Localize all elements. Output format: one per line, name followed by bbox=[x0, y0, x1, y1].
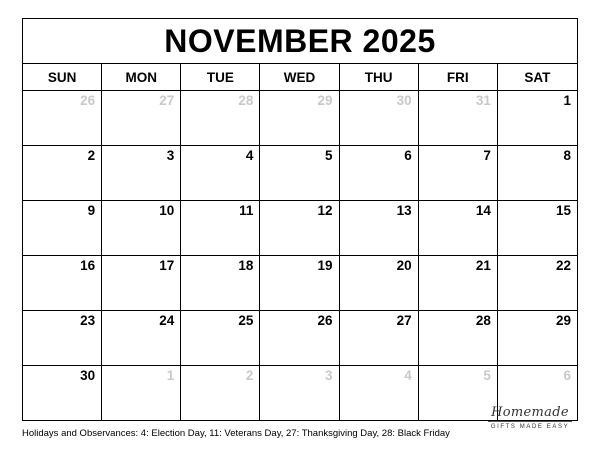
day-number: 1 bbox=[563, 93, 571, 108]
page-title: NOVEMBER 2025 bbox=[164, 23, 436, 59]
day-cell[interactable] bbox=[23, 146, 102, 200]
day-cell[interactable] bbox=[260, 91, 339, 145]
week-row bbox=[23, 256, 577, 311]
day-cell[interactable] bbox=[260, 366, 339, 420]
weekday-header-thu: THU bbox=[340, 64, 419, 90]
day-number: 27 bbox=[159, 93, 175, 108]
day-cell[interactable] bbox=[23, 311, 102, 365]
day-number: 17 bbox=[159, 258, 175, 273]
day-number: 11 bbox=[239, 203, 254, 218]
day-cell[interactable] bbox=[419, 256, 498, 310]
day-cell[interactable] bbox=[102, 91, 181, 145]
weekday-header-sat: SAT bbox=[524, 69, 551, 85]
day-number: 31 bbox=[475, 93, 491, 108]
day-number: 6 bbox=[404, 148, 412, 163]
day-number: 18 bbox=[238, 258, 254, 273]
day-number: 7 bbox=[483, 148, 491, 163]
day-number: 26 bbox=[317, 313, 333, 328]
day-cell[interactable] bbox=[340, 91, 419, 145]
day-number: 1 bbox=[166, 368, 175, 383]
day-number: 16 bbox=[80, 258, 96, 273]
day-cell[interactable] bbox=[340, 146, 419, 200]
day-cell[interactable] bbox=[260, 201, 339, 255]
day-cell[interactable] bbox=[181, 146, 260, 200]
logo-tagline: GIFTS MADE EASY bbox=[490, 424, 570, 430]
day-cell[interactable] bbox=[419, 91, 498, 145]
day-number: 28 bbox=[238, 93, 254, 108]
day-number: 14 bbox=[475, 203, 491, 218]
day-number: 27 bbox=[396, 313, 412, 328]
day-number: 28 bbox=[475, 313, 491, 328]
calendar-title-row bbox=[23, 19, 577, 64]
day-cell[interactable] bbox=[340, 311, 419, 365]
day-number: 5 bbox=[325, 148, 333, 163]
day-cell[interactable] bbox=[181, 256, 260, 310]
day-cell[interactable] bbox=[102, 366, 181, 420]
calendar-footer bbox=[22, 405, 578, 440]
day-number: 4 bbox=[404, 368, 412, 383]
day-cell[interactable] bbox=[181, 91, 260, 145]
day-cell[interactable] bbox=[498, 311, 577, 365]
day-cell[interactable] bbox=[498, 146, 577, 200]
day-cell[interactable] bbox=[102, 311, 181, 365]
logo-divider bbox=[488, 421, 572, 422]
day-number: 2 bbox=[245, 368, 254, 383]
day-cell[interactable] bbox=[419, 311, 498, 365]
logo-wordmark: Homemade bbox=[491, 405, 569, 420]
weekday-header-row bbox=[23, 64, 577, 91]
day-number: 6 bbox=[563, 368, 571, 383]
day-number: 10 bbox=[159, 203, 175, 218]
week-row bbox=[23, 201, 577, 256]
day-cell[interactable] bbox=[23, 366, 102, 420]
day-cell[interactable] bbox=[498, 201, 577, 255]
day-number: 8 bbox=[563, 148, 571, 163]
day-cell[interactable] bbox=[260, 146, 339, 200]
day-cell[interactable] bbox=[181, 366, 260, 420]
day-cell[interactable] bbox=[181, 201, 260, 255]
day-number: 3 bbox=[325, 368, 333, 383]
day-number: 29 bbox=[317, 93, 333, 108]
day-number: 13 bbox=[396, 203, 412, 218]
day-number: 20 bbox=[396, 258, 412, 273]
day-number: 30 bbox=[80, 368, 96, 383]
day-cell[interactable] bbox=[102, 256, 181, 310]
weekday-header-tue: TUE bbox=[181, 64, 260, 90]
weekday-header-wed: WED bbox=[260, 64, 339, 90]
calendar-grid bbox=[22, 18, 578, 421]
day-number: 3 bbox=[166, 148, 175, 163]
day-number: 2 bbox=[87, 148, 96, 163]
day-cell[interactable] bbox=[23, 91, 102, 145]
holidays-note: Holidays and Observances: 4: Election Day, 11: Veterans Day, 27: Thanksgiving Day, 28: Black Friday bbox=[22, 428, 450, 439]
day-number: 23 bbox=[80, 313, 96, 328]
day-number: 15 bbox=[555, 203, 571, 218]
day-number: 19 bbox=[317, 258, 333, 273]
day-number: 22 bbox=[555, 258, 571, 273]
week-row bbox=[23, 91, 577, 146]
day-cell[interactable] bbox=[181, 311, 260, 365]
day-cell[interactable] bbox=[498, 256, 577, 310]
day-number: 30 bbox=[396, 93, 412, 108]
day-cell[interactable] bbox=[419, 146, 498, 200]
day-number: 21 bbox=[475, 258, 491, 273]
day-cell[interactable] bbox=[23, 201, 102, 255]
day-number: 4 bbox=[245, 148, 254, 163]
day-number: 24 bbox=[159, 313, 175, 328]
day-cell[interactable] bbox=[102, 201, 181, 255]
weekday-header-sun: SUN bbox=[23, 64, 102, 90]
day-number: 5 bbox=[483, 368, 491, 383]
day-cell[interactable] bbox=[23, 256, 102, 310]
day-cell[interactable] bbox=[102, 146, 181, 200]
day-number: 9 bbox=[87, 203, 96, 218]
day-cell[interactable] bbox=[260, 256, 339, 310]
day-number: 25 bbox=[238, 313, 254, 328]
day-cell[interactable] bbox=[419, 201, 498, 255]
week-row bbox=[23, 146, 577, 201]
day-cell[interactable] bbox=[340, 366, 419, 420]
week-row bbox=[23, 311, 577, 366]
day-number: 12 bbox=[317, 203, 333, 218]
day-cell[interactable] bbox=[340, 201, 419, 255]
day-number: 26 bbox=[80, 93, 96, 108]
day-cell[interactable] bbox=[340, 256, 419, 310]
weekday-header-fri: FRI bbox=[419, 64, 498, 90]
day-cell[interactable] bbox=[498, 91, 577, 145]
weekday-header-mon: MON bbox=[102, 64, 181, 90]
day-number: 29 bbox=[555, 313, 571, 328]
homemade-gifts-logo bbox=[482, 406, 578, 440]
day-cell[interactable] bbox=[260, 311, 339, 365]
